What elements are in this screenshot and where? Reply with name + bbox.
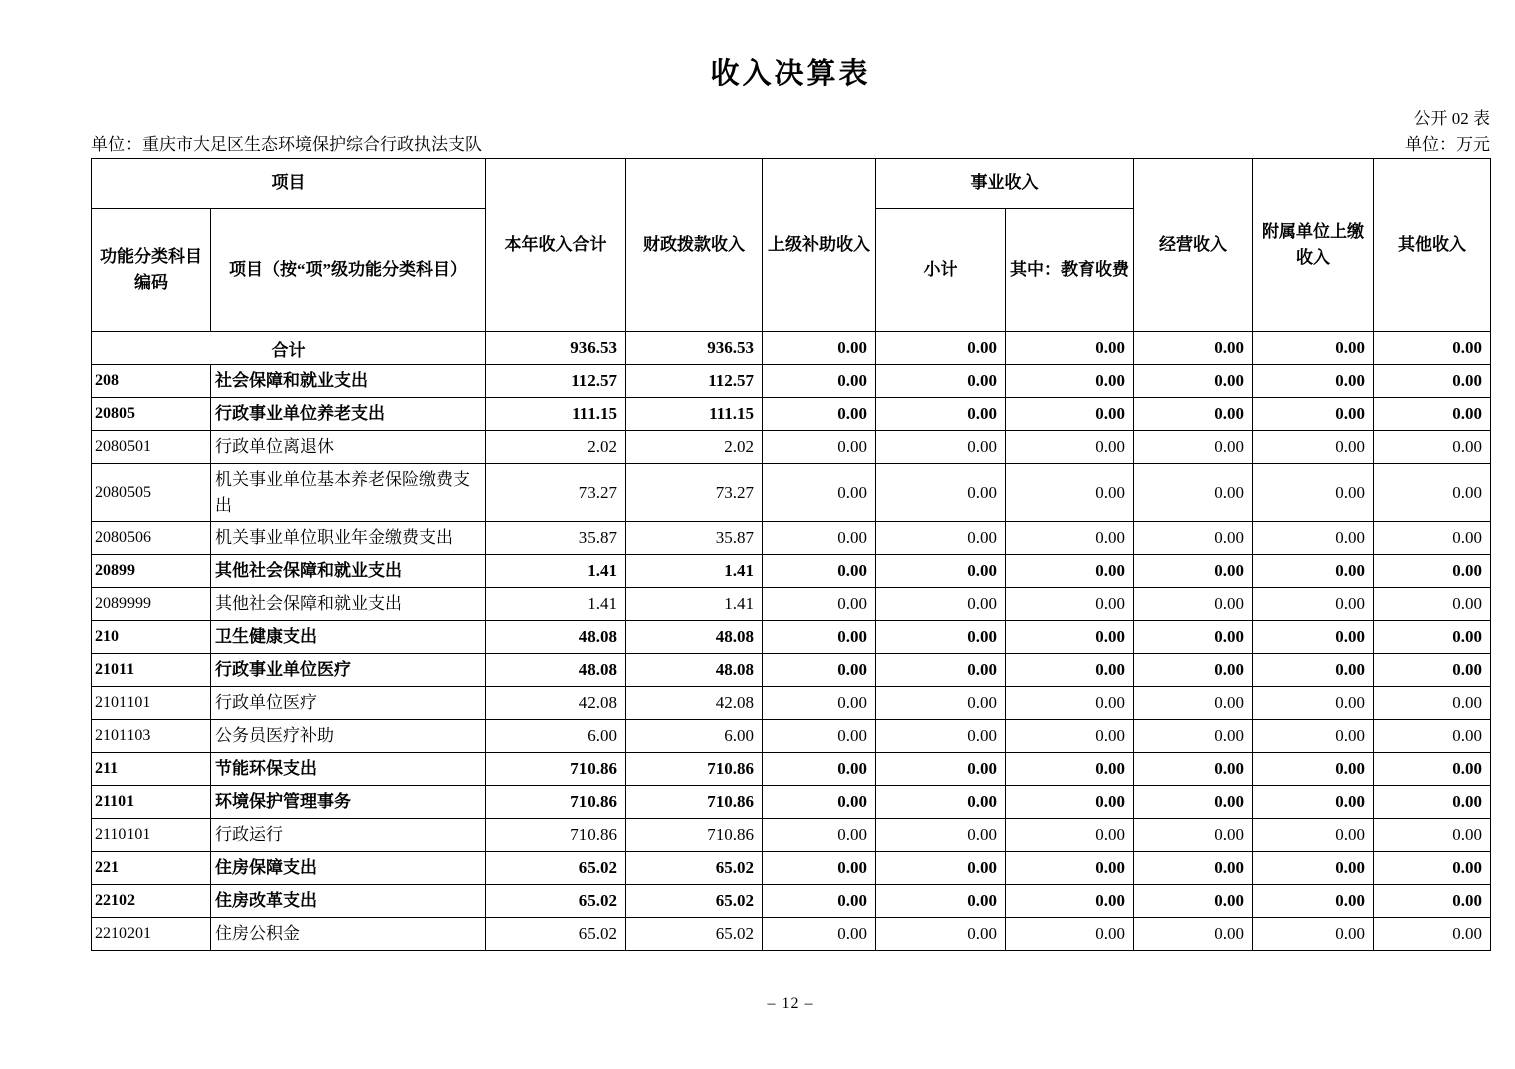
value-cell: 0.00 xyxy=(1374,522,1491,555)
value-cell: 6.00 xyxy=(626,720,763,753)
value-cell: 0.00 xyxy=(763,918,876,951)
value-cell: 0.00 xyxy=(763,365,876,398)
value-cell: 710.86 xyxy=(486,753,626,786)
value-cell: 0.00 xyxy=(1006,621,1134,654)
table-row xyxy=(92,885,1491,918)
item-cell: 行政单位离退休 xyxy=(211,431,486,464)
value-cell: 73.27 xyxy=(626,464,763,522)
table-row xyxy=(92,431,1491,464)
item-cell: 社会保障和就业支出 xyxy=(211,365,486,398)
value-cell: 0.00 xyxy=(876,621,1006,654)
table-row xyxy=(92,753,1491,786)
value-cell: 0.00 xyxy=(1374,720,1491,753)
value-cell: 0.00 xyxy=(1253,332,1374,365)
value-cell: 0.00 xyxy=(1374,588,1491,621)
value-cell: 0.00 xyxy=(763,332,876,365)
value-cell: 0.00 xyxy=(1006,398,1134,431)
value-cell: 0.00 xyxy=(876,918,1006,951)
value-cell: 0.00 xyxy=(763,464,876,522)
value-cell: 0.00 xyxy=(1374,555,1491,588)
value-cell: 710.86 xyxy=(626,753,763,786)
value-cell: 0.00 xyxy=(1374,398,1491,431)
header-operating-income: 经营收入 xyxy=(1134,159,1253,332)
value-cell: 710.86 xyxy=(626,786,763,819)
value-cell: 0.00 xyxy=(763,431,876,464)
code-cell: 21011 xyxy=(92,654,211,687)
value-cell: 112.57 xyxy=(486,365,626,398)
value-cell: 0.00 xyxy=(876,819,1006,852)
value-cell: 0.00 xyxy=(1253,753,1374,786)
table-row xyxy=(92,786,1491,819)
value-cell: 0.00 xyxy=(1134,687,1253,720)
value-cell: 0.00 xyxy=(876,687,1006,720)
value-cell: 65.02 xyxy=(626,852,763,885)
meta-row xyxy=(91,134,1490,156)
value-cell: 65.02 xyxy=(626,885,763,918)
value-cell: 0.00 xyxy=(1134,431,1253,464)
value-cell: 0.00 xyxy=(1374,365,1491,398)
value-cell: 0.00 xyxy=(1253,398,1374,431)
page-title: 收入决算表 xyxy=(710,58,871,90)
value-cell: 0.00 xyxy=(763,753,876,786)
item-cell: 行政单位医疗 xyxy=(211,687,486,720)
value-cell: 0.00 xyxy=(1134,464,1253,522)
value-cell: 0.00 xyxy=(1134,885,1253,918)
value-cell: 0.00 xyxy=(1374,621,1491,654)
value-cell: 710.86 xyxy=(486,819,626,852)
table-row xyxy=(92,464,1491,522)
table-row xyxy=(92,555,1491,588)
table-row xyxy=(92,398,1491,431)
value-cell: 0.00 xyxy=(1253,464,1374,522)
value-cell: 710.86 xyxy=(626,819,763,852)
code-cell: 2101101 xyxy=(92,687,211,720)
value-cell: 710.86 xyxy=(486,786,626,819)
value-cell: 0.00 xyxy=(1006,588,1134,621)
code-cell: 2089999 xyxy=(92,588,211,621)
value-cell: 0.00 xyxy=(1006,918,1134,951)
table-row xyxy=(92,720,1491,753)
value-cell: 65.02 xyxy=(486,918,626,951)
table-body xyxy=(92,332,1491,951)
table-row xyxy=(92,365,1491,398)
value-cell: 0.00 xyxy=(1006,365,1134,398)
value-cell: 2.02 xyxy=(626,431,763,464)
value-cell: 0.00 xyxy=(1253,621,1374,654)
table-row xyxy=(92,654,1491,687)
code-cell: 208 xyxy=(92,365,211,398)
income-table xyxy=(91,158,1491,951)
value-cell: 0.00 xyxy=(1006,431,1134,464)
value-cell: 0.00 xyxy=(1374,753,1491,786)
value-cell: 0.00 xyxy=(763,588,876,621)
item-cell: 行政运行 xyxy=(211,819,486,852)
value-cell: 1.41 xyxy=(626,588,763,621)
value-cell: 0.00 xyxy=(876,522,1006,555)
table-row xyxy=(92,687,1491,720)
value-cell: 0.00 xyxy=(1253,687,1374,720)
value-cell: 0.00 xyxy=(876,398,1006,431)
value-cell: 1.41 xyxy=(486,555,626,588)
total-label-cell: 合计 xyxy=(92,332,486,365)
value-cell: 0.00 xyxy=(876,431,1006,464)
value-cell: 0.00 xyxy=(1134,852,1253,885)
code-cell: 2210201 xyxy=(92,918,211,951)
value-cell: 0.00 xyxy=(1134,753,1253,786)
value-cell: 1.41 xyxy=(486,588,626,621)
item-cell: 其他社会保障和就业支出 xyxy=(211,555,486,588)
code-cell: 2080501 xyxy=(92,431,211,464)
unit-name: 单位：重庆市大足区生态环境保护综合行政执法支队 xyxy=(91,135,482,154)
code-cell: 20899 xyxy=(92,555,211,588)
value-cell: 0.00 xyxy=(1006,464,1134,522)
code-cell: 210 xyxy=(92,621,211,654)
value-cell: 0.00 xyxy=(876,786,1006,819)
value-cell: 48.08 xyxy=(486,621,626,654)
header-education-fee: 其中：教育收费 xyxy=(1006,209,1134,332)
value-cell: 111.15 xyxy=(626,398,763,431)
item-cell: 机关事业单位职业年金缴费支出 xyxy=(211,522,486,555)
value-cell: 65.02 xyxy=(486,852,626,885)
value-cell: 0.00 xyxy=(1253,654,1374,687)
value-cell: 0.00 xyxy=(1374,654,1491,687)
value-cell: 0.00 xyxy=(876,885,1006,918)
value-cell: 0.00 xyxy=(1253,365,1374,398)
header-project-group: 项目 xyxy=(92,159,486,209)
value-cell: 0.00 xyxy=(1253,522,1374,555)
value-cell: 0.00 xyxy=(763,687,876,720)
value-cell: 0.00 xyxy=(1374,431,1491,464)
table-row xyxy=(92,852,1491,885)
header-fiscal-income: 财政拨款收入 xyxy=(626,159,763,332)
value-cell: 0.00 xyxy=(763,720,876,753)
value-cell: 0.00 xyxy=(763,819,876,852)
value-cell: 35.87 xyxy=(486,522,626,555)
header-other-income: 其他收入 xyxy=(1374,159,1491,332)
value-cell: 0.00 xyxy=(1134,621,1253,654)
item-cell: 机关事业单位基本养老保险缴费支出 xyxy=(211,464,486,522)
value-cell: 42.08 xyxy=(626,687,763,720)
value-cell: 0.00 xyxy=(1006,654,1134,687)
value-cell: 0.00 xyxy=(1374,852,1491,885)
value-cell: 42.08 xyxy=(486,687,626,720)
value-cell: 0.00 xyxy=(1374,687,1491,720)
value-cell: 0.00 xyxy=(1134,720,1253,753)
value-cell: 0.00 xyxy=(1006,786,1134,819)
value-cell: 0.00 xyxy=(876,365,1006,398)
header-row-1 xyxy=(92,159,1491,209)
value-cell: 35.87 xyxy=(626,522,763,555)
value-cell: 0.00 xyxy=(1374,885,1491,918)
value-cell: 0.00 xyxy=(763,522,876,555)
value-cell: 65.02 xyxy=(486,885,626,918)
value-cell: 0.00 xyxy=(1134,398,1253,431)
table-header xyxy=(92,159,1491,332)
table-row xyxy=(92,522,1491,555)
value-cell: 0.00 xyxy=(876,753,1006,786)
value-cell: 0.00 xyxy=(876,720,1006,753)
table-row xyxy=(92,332,1491,365)
value-cell: 0.00 xyxy=(763,852,876,885)
value-cell: 936.53 xyxy=(626,332,763,365)
value-cell: 48.08 xyxy=(626,654,763,687)
value-cell: 73.27 xyxy=(486,464,626,522)
value-cell: 1.41 xyxy=(626,555,763,588)
value-cell: 0.00 xyxy=(1006,720,1134,753)
code-cell: 22102 xyxy=(92,885,211,918)
value-cell: 0.00 xyxy=(1374,464,1491,522)
code-cell: 221 xyxy=(92,852,211,885)
header-subtotal: 小计 xyxy=(876,209,1006,332)
value-cell: 0.00 xyxy=(1253,885,1374,918)
header-superior-subsidy: 上级补助收入 xyxy=(763,159,876,332)
value-cell: 0.00 xyxy=(876,555,1006,588)
value-cell: 0.00 xyxy=(763,621,876,654)
value-cell: 0.00 xyxy=(876,332,1006,365)
table-row xyxy=(92,621,1491,654)
header-function-code: 功能分类科目编码 xyxy=(92,209,211,332)
value-cell: 0.00 xyxy=(763,654,876,687)
item-cell: 节能环保支出 xyxy=(211,753,486,786)
value-cell: 0.00 xyxy=(1006,819,1134,852)
item-cell: 公务员医疗补助 xyxy=(211,720,486,753)
value-cell: 0.00 xyxy=(1374,918,1491,951)
value-cell: 48.08 xyxy=(486,654,626,687)
value-cell: 0.00 xyxy=(1134,918,1253,951)
value-cell: 0.00 xyxy=(1134,588,1253,621)
value-cell: 0.00 xyxy=(1006,753,1134,786)
unit-currency: 单位：万元 xyxy=(1405,135,1490,154)
document-sheet xyxy=(91,0,1490,1013)
item-cell: 行政事业单位养老支出 xyxy=(211,398,486,431)
code-cell: 2080505 xyxy=(92,464,211,522)
value-cell: 0.00 xyxy=(876,588,1006,621)
code-cell: 2101103 xyxy=(92,720,211,753)
value-cell: 0.00 xyxy=(763,786,876,819)
value-cell: 0.00 xyxy=(763,885,876,918)
value-cell: 2.02 xyxy=(486,431,626,464)
value-cell: 0.00 xyxy=(1134,819,1253,852)
value-cell: 65.02 xyxy=(626,918,763,951)
header-business-income-group: 事业收入 xyxy=(876,159,1134,209)
value-cell: 0.00 xyxy=(1253,431,1374,464)
value-cell: 0.00 xyxy=(1006,852,1134,885)
value-cell: 0.00 xyxy=(1006,885,1134,918)
code-cell: 2110101 xyxy=(92,819,211,852)
value-cell: 0.00 xyxy=(1006,555,1134,588)
code-cell: 21101 xyxy=(92,786,211,819)
value-cell: 0.00 xyxy=(876,654,1006,687)
value-cell: 0.00 xyxy=(876,464,1006,522)
value-cell: 0.00 xyxy=(1006,687,1134,720)
item-cell: 住房公积金 xyxy=(211,918,486,951)
value-cell: 0.00 xyxy=(1374,332,1491,365)
value-cell: 0.00 xyxy=(1253,918,1374,951)
value-cell: 0.00 xyxy=(1134,555,1253,588)
value-cell: 48.08 xyxy=(626,621,763,654)
table-row xyxy=(92,588,1491,621)
value-cell: 6.00 xyxy=(486,720,626,753)
value-cell: 0.00 xyxy=(763,398,876,431)
value-cell: 0.00 xyxy=(1006,332,1134,365)
header-total-income: 本年收入合计 xyxy=(486,159,626,332)
value-cell: 0.00 xyxy=(1253,852,1374,885)
value-cell: 0.00 xyxy=(1253,819,1374,852)
value-cell: 0.00 xyxy=(1134,786,1253,819)
header-affiliated-income: 附属单位上缴收入 xyxy=(1253,159,1374,332)
value-cell: 0.00 xyxy=(1134,332,1253,365)
code-cell: 211 xyxy=(92,753,211,786)
value-cell: 0.00 xyxy=(1006,522,1134,555)
code-cell: 20805 xyxy=(92,398,211,431)
value-cell: 0.00 xyxy=(1134,365,1253,398)
value-cell: 0.00 xyxy=(1253,786,1374,819)
value-cell: 111.15 xyxy=(486,398,626,431)
value-cell: 0.00 xyxy=(763,555,876,588)
item-cell: 住房改革支出 xyxy=(211,885,486,918)
table-row xyxy=(92,918,1491,951)
item-cell: 行政事业单位医疗 xyxy=(211,654,486,687)
value-cell: 112.57 xyxy=(626,365,763,398)
table-label: 公开 02 表 xyxy=(1413,109,1490,128)
value-cell: 0.00 xyxy=(1253,555,1374,588)
item-cell: 住房保障支出 xyxy=(211,852,486,885)
table-row xyxy=(92,819,1491,852)
header-item-name: 项目（按“项”级功能分类科目） xyxy=(211,209,486,332)
value-cell: 0.00 xyxy=(1134,522,1253,555)
value-cell: 0.00 xyxy=(876,852,1006,885)
value-cell: 0.00 xyxy=(1253,720,1374,753)
value-cell: 0.00 xyxy=(1374,786,1491,819)
item-cell: 卫生健康支出 xyxy=(211,621,486,654)
item-cell: 环境保护管理事务 xyxy=(211,786,486,819)
value-cell: 0.00 xyxy=(1374,819,1491,852)
value-cell: 0.00 xyxy=(1134,654,1253,687)
value-cell: 936.53 xyxy=(486,332,626,365)
code-cell: 2080506 xyxy=(92,522,211,555)
item-cell: 其他社会保障和就业支出 xyxy=(211,588,486,621)
value-cell: 0.00 xyxy=(1253,588,1374,621)
page-number: – 12 – xyxy=(767,995,814,1012)
